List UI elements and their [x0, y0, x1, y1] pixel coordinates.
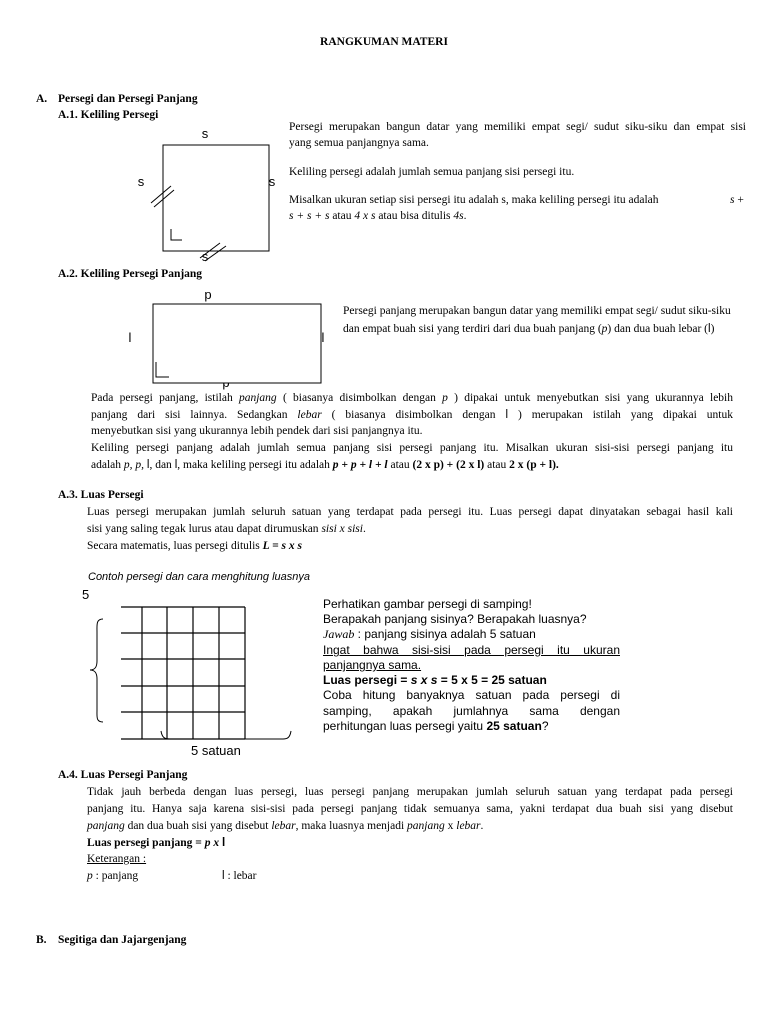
term-segment: lebar: [271, 820, 296, 832]
explanation-line: Perhatikan gambar persegi di samping!: [323, 597, 532, 611]
a1-example-line: [289, 209, 467, 223]
a1-example-line: Misalkan ukuran setiap sisi persegi itu adalah s, maka keliling persegi itu adalah: [289, 194, 659, 206]
square-shape: [163, 145, 269, 251]
legend-text: : panjang: [92, 870, 139, 882]
grid-bottom-label: 5 satuan: [191, 743, 241, 758]
text-segment: ) merupakan istilah yang dipakai untuk: [508, 409, 733, 421]
text-segment: atau: [484, 459, 510, 471]
rectangle-shape: [153, 304, 321, 383]
section-a-number: A.: [36, 93, 48, 105]
term-segment: lebar: [297, 409, 322, 421]
text-segment: adalah: [91, 459, 124, 471]
symbol-l: l: [146, 459, 150, 471]
answer-label: Jawab: [323, 627, 355, 641]
formula-segment: p x: [204, 837, 222, 849]
symbol-p: p: [442, 392, 448, 404]
a2-definition-line: Persegi panjang merupakan bangun datar yang memiliki empat segi/ sudut siku-siku: [343, 305, 731, 317]
explanation-line: samping, apakah jumlahnya sama dengan: [323, 704, 620, 718]
text-segment: Pada persegi panjang, istilah: [91, 392, 239, 404]
text-segment: , dan: [149, 459, 175, 471]
symbol-l: l: [708, 323, 711, 335]
page-title: RANGKUMAN MATERI: [320, 36, 448, 48]
formula-segment: = 5 x 5 = 25 satuan: [437, 673, 547, 687]
text-segment: sisi yang saling tegak lurus atau dapat dirumuskan: [87, 523, 322, 535]
legend-item-panjang: [87, 869, 138, 883]
text-segment: .: [463, 210, 467, 222]
term-segment: panjang: [407, 820, 445, 832]
text-segment: ) dan dua buah lebar (: [607, 323, 709, 335]
variable-s: s: [730, 194, 735, 206]
a4-formula: [87, 836, 225, 850]
bottom-brace: [161, 731, 291, 739]
explanation-line: [323, 627, 536, 642]
term-segment: panjang: [238, 392, 277, 404]
a2-paragraph-line: menyebutkan sisi yang ukurannya lebih pendek dari sisi panjangnya itu.: [91, 425, 423, 437]
a2-paragraph-line: Keliling persegi panjang adalah jumlah semua panjang sisi persegi panjang itu. Misalkan ukuran sisi-sisi persegi panjang itu: [91, 442, 733, 454]
text-segment: atau: [329, 210, 355, 222]
a1-perimeter-text: Keliling persegi adalah jumlah semua panjang sisi persegi itu.: [289, 166, 575, 178]
legend-item-lebar: [222, 869, 257, 883]
formula-segment: p + p + l + l: [332, 459, 388, 471]
text-segment: atau: [387, 459, 413, 471]
text-segment: x: [444, 820, 457, 832]
explanation-line: [323, 719, 549, 734]
a2-paragraph-line: [91, 458, 559, 472]
left-brace: [90, 619, 103, 722]
text-segment: ( biasanya disimbolkan dengan: [321, 409, 506, 421]
formula-segment: s + s + s: [289, 210, 330, 222]
a2-definition-line: [343, 322, 714, 336]
a3-paragraph-line: [87, 539, 302, 553]
square-label-top: s: [201, 126, 209, 141]
text-segment: dan empat buah sisi yang terdiri dari dua buah panjang (: [343, 323, 602, 335]
text-segment: , maka keliling persegi itu adalah: [177, 459, 333, 471]
formula-segment: Luas persegi =: [323, 673, 411, 687]
square-label-right: s: [268, 174, 276, 189]
text-segment: ) dipakai untuk menyebutkan sisi yang ukurannya lebih: [447, 392, 733, 404]
a4-paragraph-line: [87, 819, 483, 833]
explanation-line: Coba hitung banyaknya satuan pada persegi di: [323, 688, 620, 702]
a3-heading: A.3. Luas Persegi: [58, 489, 144, 501]
a4-paragraph-line: panjang itu. Hanya saja karena sisi-sisi pada persegi panjang tidak semuanya sama, yakni terdapat dua buah sisi yang disebut: [87, 803, 733, 815]
term-segment: lebar: [456, 820, 481, 832]
a1-definition-line: yang semua panjangnya sama.: [289, 137, 429, 149]
formula-segment: sisi x sisi: [321, 523, 363, 535]
operator: +: [734, 194, 744, 206]
text-segment: ( biasanya disimbolkan dengan: [276, 392, 443, 404]
formula-segment: 4 x s: [354, 210, 376, 222]
symbol-l: l: [505, 409, 509, 421]
formula-segment: Luas persegi panjang =: [87, 837, 205, 849]
formula-segment: (2 x p) + (2 x l): [412, 459, 485, 471]
rectangle-label-left: l: [128, 330, 132, 345]
symbol-l: l: [174, 459, 178, 471]
text-segment: .: [480, 820, 484, 832]
square-label-left: s: [137, 174, 145, 189]
term-segment: panjang: [87, 820, 125, 832]
symbol-p: p: [601, 323, 608, 335]
text-segment: atau bisa ditulis: [375, 210, 454, 222]
text-segment: dan dua buah sisi yang disebut: [124, 820, 272, 832]
grid-side-label: 5: [82, 587, 90, 602]
a2-heading: A.2. Keliling Persegi Panjang: [58, 268, 203, 280]
explanation-line: panjangnya sama.: [323, 658, 422, 672]
formula-segment: s x s: [410, 673, 438, 687]
rectangle-label-top: p: [204, 287, 212, 302]
a4-paragraph-line: Tidak jauh berbeda dengan luas persegi, luas persegi panjang merupakan jumlah seluruh satuan yang terdapat pada persegi: [87, 786, 733, 798]
a1-example-line-tail: [730, 193, 744, 207]
answer-value: 25 satuan: [486, 719, 542, 733]
a3-paragraph-line: [87, 522, 366, 536]
a4-heading: A.4. Luas Persegi Panjang: [58, 769, 188, 781]
example-caption: Contoh persegi dan cara menghitung luasnya: [88, 571, 310, 583]
explanation-line: Berapakah panjang sisinya? Berapakah luasnya?: [323, 612, 587, 626]
a2-paragraph-line: [91, 391, 733, 405]
explanation-line: Ingat bahwa sisi-sisi pada persegi itu ukuran: [323, 643, 620, 657]
legend-title: Keterangan :: [87, 853, 147, 865]
formula-segment: L = s x s: [262, 540, 303, 552]
legend-text: : lebar: [224, 870, 257, 882]
unit-grid: [121, 607, 245, 739]
explanation-line: [323, 673, 547, 688]
a1-definition-line: Persegi merupakan bangun datar yang memiliki empat segi/ sudut siku-siku dan empat sisi: [289, 121, 746, 133]
a1-heading: A.1. Keliling Persegi: [58, 109, 159, 121]
text-segment: : panjang sisinya adalah 5 satuan: [354, 627, 536, 641]
square-right-angle-mark: [171, 229, 182, 240]
section-a-title: Persegi dan Persegi Panjang: [58, 93, 198, 105]
symbol-p: p: [87, 870, 93, 882]
section-b-title: Segitiga dan Jajargenjang: [58, 934, 187, 946]
symbol-l: l: [222, 837, 226, 849]
rectangle-label-right: l: [321, 330, 325, 345]
square-label-bottom: s: [201, 249, 209, 264]
text-segment: panjang dari sisi lainnya. Sedangkan: [91, 409, 298, 421]
text-segment: ): [710, 323, 715, 335]
section-b-number: B.: [36, 934, 47, 946]
text-segment: perhitungan luas persegi yaitu: [323, 719, 487, 733]
text-segment: Secara matematis, luas persegi ditulis: [87, 540, 263, 552]
text-segment: ?: [541, 719, 549, 733]
a2-paragraph-line: [91, 408, 733, 422]
formula-segment: 2 x (p + l).: [509, 459, 559, 471]
symbol-l: l: [222, 870, 225, 882]
symbol-segment: p, p,: [123, 459, 147, 471]
formula-segment: 4s: [453, 210, 464, 222]
a3-paragraph-line: Luas persegi merupakan jumlah seluruh satuan yang terdapat pada persegi itu. Luas persegi dapat dinyatakan sebagai hasil kali: [87, 506, 733, 518]
text-segment: , maka luasnya menjadi: [295, 820, 408, 832]
text-segment: .: [362, 523, 366, 535]
